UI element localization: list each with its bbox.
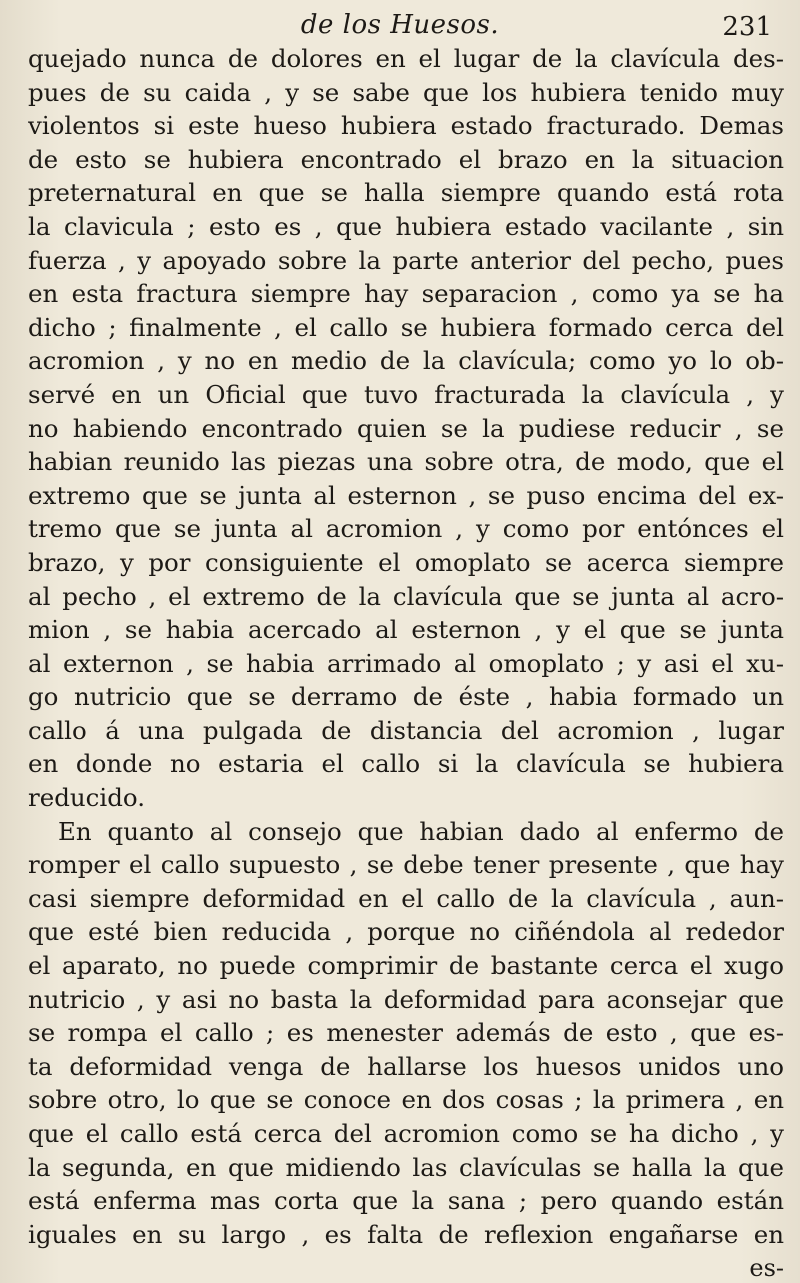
text-line: go nutricio que se derramo de éste , habia formado un [28,682,784,712]
catchword: es- [749,1254,784,1282]
paragraph-start-line: En quanto al consejo que habian dado al enfermo de [58,816,784,846]
text-line: callo á una pulgada de distancia del acromion , lugar [28,715,784,745]
body-text [28,42,784,1251]
text-line: dicho ; finalmente , el callo se hubiera formado cerca del [28,312,784,342]
text-line: está enferma mas corta que la sana ; pero quando están [28,1186,784,1216]
text-line: de esto se hubiera encontrado el brazo en la situacion [28,144,784,174]
text-line: que esté bien reducida , porque no ciñéndola al rededor [28,917,784,947]
text-line: pues de su caida , y se sabe que los hubiera tenido muy [28,77,784,107]
text-line: la segunda, en que midiendo las clavículas se halla la que [28,1152,784,1182]
text-line: tremo que se junta al acromion , y como por entónces el [28,514,784,544]
text-line: sobre otro, lo que se conoce en dos cosas ; la primera , en [28,1085,784,1115]
text-line: la clavicula ; esto es , que hubiera estado vacilante , sin [28,211,784,241]
text-line: brazo, y por consiguiente el omoplato se acerca siempre [28,547,784,577]
text-line: el aparato, no puede comprimir de bastante cerca el xugo [28,951,784,981]
text-line: acromion , y no en medio de la clavícula; como yo lo ob- [28,346,784,376]
page-footer [28,1254,784,1282]
text-line: casi siempre deformidad en el callo de la clavícula , aun- [28,883,784,913]
running-title: de los Huesos. [300,10,500,40]
paragraph-end-line: reducido. [28,783,146,813]
text-line: al externon , se habia arrimado al omoplato ; y asi el xu- [28,648,784,678]
text-line: en esta fractura siempre hay separacion , como ya se ha [28,279,784,309]
text-line: quejado nunca de dolores en el lugar de la clavícula des- [28,44,784,73]
page-number: 231 [722,12,772,42]
page-header [0,6,800,42]
text-line: fuerza , y apoyado sobre la parte anterior del pecho, pues [28,245,784,275]
text-line: preternatural en que se halla siempre quando está rota [28,178,784,208]
text-line: que el callo está cerca del acromion como se ha dicho , y [28,1119,784,1148]
text-line: extremo que se junta al esternon , se puso encima del ex- [28,480,784,510]
text-line: violentos si este hueso hubiera estado fracturado. Demas [28,111,784,141]
text-line: al pecho , el extremo de la clavícula que se junta al acro- [28,581,784,611]
text-line: mion , se habia acercado al esternon , y el que se junta [28,615,784,645]
text-line: no habiendo encontrado quien se la pudiese reducir , se [28,413,784,443]
text-line: servé en un Oficial que tuvo fracturada la clavícula , y [28,379,784,409]
text-line: romper el callo supuesto , se debe tener presente , que hay [28,850,784,880]
text-line: nutricio , y asi no basta la deformidad para aconsejar que [28,984,784,1014]
text-line: habian reunido las piezas una sobre otra, de modo, que el [28,447,784,477]
text-line: ta deformidad venga de hallarse los huesos unidos uno [28,1051,784,1081]
text-line: en donde no estaria el callo si la clavícula se hubiera [28,749,784,779]
text-line: iguales en su largo , es falta de reflexion engañarse en [28,1219,784,1249]
text-line: se rompa el callo ; es menester además de esto , que es- [28,1018,784,1048]
